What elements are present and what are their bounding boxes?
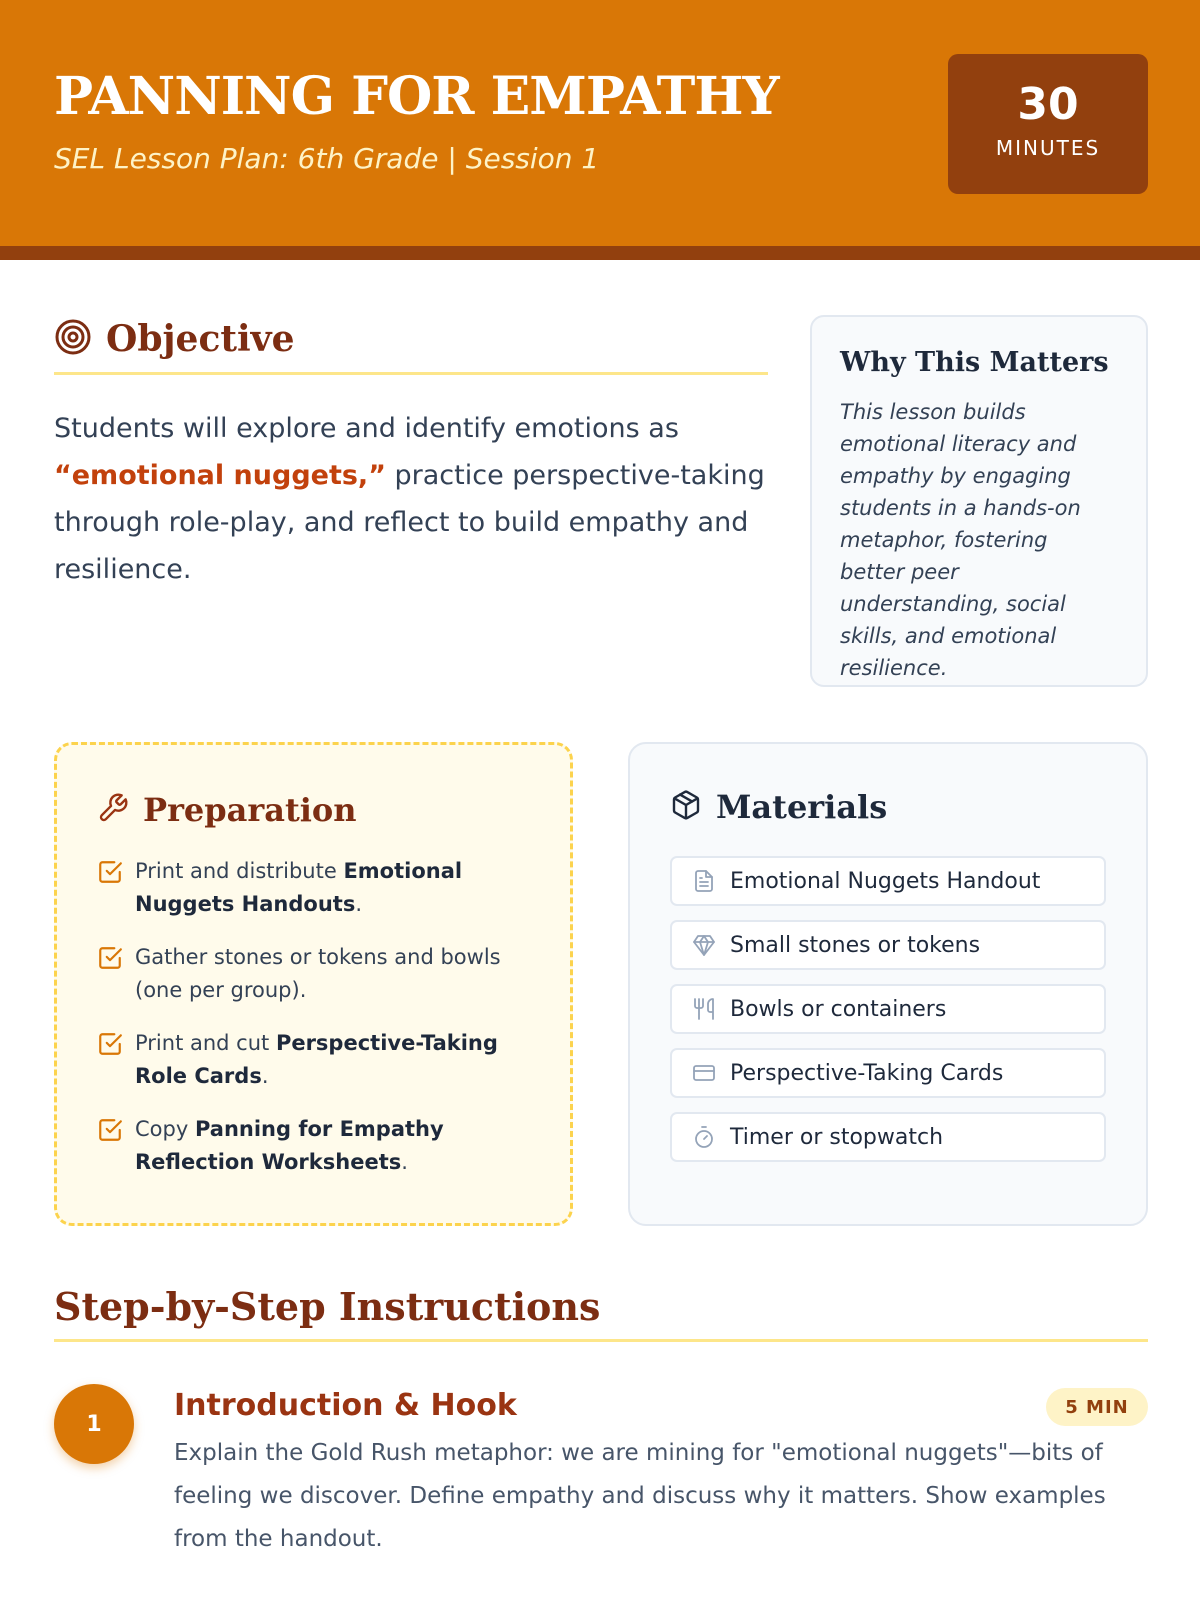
material-item (670, 1048, 1106, 1098)
checkbox-icon (97, 1031, 123, 1093)
page-title: PANNING FOR EMPATHY (54, 66, 779, 127)
materials-list (670, 856, 1106, 1162)
objective-section (54, 318, 768, 593)
box-icon (670, 789, 702, 825)
duration-unit: MINUTES (995, 136, 1101, 160)
prep-bold: Emotional Nuggets Handouts (135, 859, 463, 916)
prep-text: . (355, 892, 363, 916)
utensils-icon (692, 997, 718, 1021)
objective-emphasis: “emotional nuggets,” (54, 460, 386, 491)
step-title: Introduction & Hook (174, 1388, 517, 1423)
step-duration-badge: 5 MIN (1046, 1388, 1148, 1426)
lesson-header (0, 0, 1200, 260)
prep-bold: Perspective-Taking Role Cards (135, 1031, 498, 1088)
preparation-heading-row (97, 791, 532, 829)
prep-text: . (261, 1064, 269, 1088)
checkbox-icon (97, 1117, 123, 1179)
prep-bold: Panning for Empathy Reflection Worksheets (135, 1117, 444, 1174)
material-label: Emotional Nuggets Handout (730, 868, 1041, 894)
duration-value: 30 (1017, 79, 1079, 130)
material-label: Small stones or tokens (730, 932, 981, 958)
step-description: Explain the Gold Rush metaphor: we are mining for "emotional nuggets"—bits of feeling we discover. Define empathy and discuss why it matters. Show examples from the handout. (174, 1440, 1106, 1552)
preparation-item-text (135, 1113, 532, 1179)
material-item (670, 984, 1106, 1034)
why-title: Why This Matters (840, 347, 1109, 378)
material-item (670, 856, 1106, 906)
preparation-item (97, 941, 532, 1007)
prep-text: . (401, 1150, 408, 1174)
objective-text (54, 405, 768, 593)
preparation-list (97, 855, 532, 1179)
prep-text: Print and cut (135, 1031, 276, 1055)
target-icon (54, 318, 92, 360)
preparation-item-text (135, 855, 532, 921)
material-label: Perspective-Taking Cards (730, 1060, 1004, 1086)
materials-card (628, 742, 1148, 1226)
wrench-icon (97, 792, 129, 828)
preparation-item (97, 1113, 532, 1179)
card-icon (692, 1061, 718, 1085)
steps-divider (54, 1339, 1148, 1342)
objective-heading: Objective (106, 318, 295, 360)
checkbox-icon (97, 945, 123, 1007)
preparation-item (97, 1027, 532, 1093)
duration-badge (948, 54, 1148, 194)
preparation-item-text (135, 1027, 532, 1093)
why-text: This lesson builds emotional literacy and empathy by engaging students in a hands-on metaphor, fostering better peer understanding, social skills, and emotional resilience. (840, 400, 1081, 680)
prep-text: Gather stones or tokens and bowls (one per group). (135, 945, 501, 1002)
preparation-item-text (135, 941, 532, 1007)
gem-icon (692, 933, 718, 957)
checkbox-icon (97, 859, 123, 921)
material-item (670, 1112, 1106, 1162)
material-label: Timer or stopwatch (730, 1124, 944, 1150)
stopwatch-icon (692, 1125, 718, 1149)
preparation-heading: Preparation (143, 791, 357, 829)
prep-text: Print and distribute (135, 859, 344, 883)
step-number: 1 (54, 1384, 134, 1464)
document-icon (692, 869, 718, 893)
preparation-item (97, 855, 532, 921)
why-this-matters-card (810, 315, 1148, 687)
steps-heading: Step-by-Step Instructions (54, 1284, 601, 1329)
page-subtitle: SEL Lesson Plan: 6th Grade | Session 1 (54, 142, 600, 175)
objective-text-start: Students will explore and identify emotions as (54, 413, 679, 444)
materials-heading-row (670, 788, 1106, 826)
objective-text-end: practice perspective-taking through role-play, and reflect to build empathy and resilience. (54, 460, 765, 585)
materials-heading: Materials (716, 788, 888, 826)
preparation-card (54, 742, 573, 1226)
objective-heading-row (54, 318, 768, 360)
material-item (670, 920, 1106, 970)
prep-text: Copy (135, 1117, 195, 1141)
objective-divider (54, 372, 768, 375)
material-label: Bowls or containers (730, 996, 947, 1022)
